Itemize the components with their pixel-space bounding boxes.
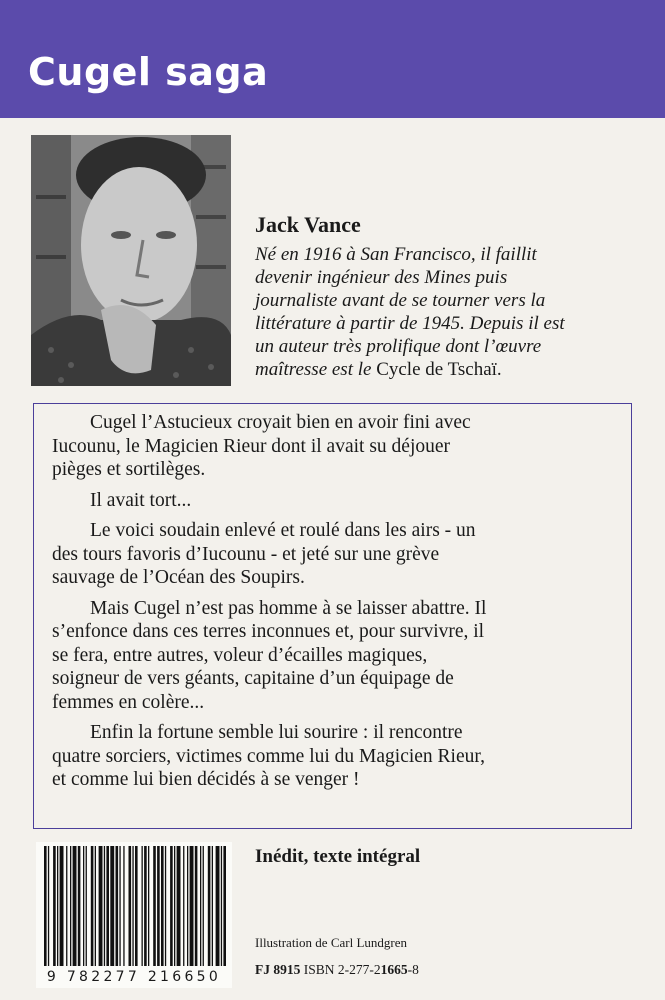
isbn-bold-part: 1665 (380, 962, 408, 977)
blurb-line: Le voici soudain enlevé et roulé dans les airs - un (90, 520, 476, 541)
blurb-line: Iucounu, le Magicien Rieur dont il avait su déjouer (52, 435, 451, 457)
barcode-bar (116, 846, 119, 966)
barcode-bar (135, 846, 138, 966)
barcode-bar (44, 846, 47, 966)
blurb-text (52, 411, 630, 799)
barcode-bar (104, 846, 105, 966)
bio-line: un auteur très prolifique dont l’œuvre (255, 336, 542, 357)
isbn-barcode (36, 842, 232, 988)
bio-work-title: Cycle de Tschaï. (376, 359, 502, 380)
blurb-paragraph (90, 489, 630, 513)
series-title: Cugel saga (28, 50, 269, 94)
barcode-bar (78, 846, 81, 966)
blurb-line: pièges et sortilèges. (52, 459, 206, 480)
barcode-bar (157, 846, 160, 966)
barcode-bar (161, 846, 164, 966)
blurb-paragraph (52, 411, 630, 482)
barcode-bar (200, 846, 201, 966)
barcode-bar (223, 846, 226, 966)
barcode-bar (170, 846, 173, 966)
bio-line: devenir ingénieur des Mines puis (255, 267, 508, 288)
blurb-line: des tours favoris d’Iucounu - et jeté sur une grève (52, 543, 440, 565)
barcode-bar (83, 846, 84, 966)
blurb-line: femmes en colère... (52, 691, 205, 713)
illustration-credit: Illustration de Carl Lundgren (255, 935, 407, 950)
barcode-bar (190, 846, 194, 966)
header-band (0, 0, 665, 118)
author-name: Jack Vance (255, 212, 361, 237)
bio-line-last (255, 358, 645, 381)
author-photo (31, 135, 231, 386)
blurb-paragraph (52, 519, 630, 590)
barcode-bar (110, 846, 114, 966)
barcode-bar (216, 846, 220, 966)
barcode-bar (165, 846, 166, 966)
series-code: FJ 8915 (255, 962, 301, 977)
barcode-bar (91, 846, 94, 966)
barcode-bar (195, 846, 198, 966)
barcode-bar (53, 846, 56, 966)
barcode-bar (129, 846, 132, 966)
barcode-bar (132, 846, 133, 966)
blurb-line: se fera, entre autres, voleur d’écailles magiques, (52, 644, 428, 666)
barcode-bar (148, 846, 149, 966)
blurb-line: quatre sorciers, victimes comme lui du Magicien Rieur, (52, 745, 485, 767)
blurb-line: Mais Cugel n’est pas homme à se laisser abattre. Il (90, 597, 487, 619)
barcode-bar (86, 846, 87, 966)
barcode-bar (174, 846, 175, 966)
barcode-bar (177, 846, 181, 966)
blurb-paragraph (52, 721, 630, 792)
barcode-bar (183, 846, 184, 966)
barcode-bar (221, 846, 222, 966)
barcode-bar (73, 846, 77, 966)
bio-line: Né en 1916 à San Francisco, il faillit (255, 244, 537, 265)
barcode-bar (66, 846, 67, 966)
blurb-line: sauvage de l’Océan des Soupirs. (52, 567, 305, 588)
barcode-bar (119, 846, 120, 966)
barcode-bar (57, 846, 58, 966)
barcode-bar (208, 846, 211, 966)
barcode-digits: 9 782277 216650 (36, 968, 232, 986)
bio-line: littérature à partir de 1945. Depuis il est (255, 313, 565, 334)
isbn-suffix: -8 (407, 962, 419, 977)
isbn-prefix: ISBN 2-277-2 (303, 962, 381, 977)
blurb-line: et comme lui bien décidés à se venger ! (52, 769, 360, 790)
barcode-bar (142, 846, 143, 966)
blurb-line: Enfin la fortune semble lui sourire : il rencontre (90, 722, 463, 743)
barcode-bar (106, 846, 109, 966)
bio-line: maîtresse est le (255, 359, 372, 380)
barcode-bar (187, 846, 188, 966)
blurb-line: Cugel l’Astucieux croyait bien en avoir fini avec (90, 412, 471, 433)
barcode-bar (70, 846, 71, 966)
blurb-paragraph (52, 597, 630, 715)
barcode-bar (48, 846, 49, 966)
blurb-line: soigneur de vers géants, capitaine d’un équipage de (52, 668, 454, 689)
barcode-bar (60, 846, 64, 966)
barcode-bar (95, 846, 96, 966)
isbn-line (255, 962, 419, 978)
barcode-bar (153, 846, 156, 966)
barcode-bar (212, 846, 213, 966)
author-bio (255, 243, 645, 381)
barcode-bar (99, 846, 103, 966)
barcode-bar (203, 846, 204, 966)
bio-line: journaliste avant de se tourner vers la (255, 290, 546, 311)
blurb-line: Il avait tort... (90, 489, 192, 511)
blurb-line: s’enfonce dans ces terres inconnues et, pour survivre, il (52, 621, 485, 642)
barcode-bar (144, 846, 147, 966)
barcode-bar (123, 846, 124, 966)
edition-note: Inédit, texte intégral (255, 846, 421, 867)
